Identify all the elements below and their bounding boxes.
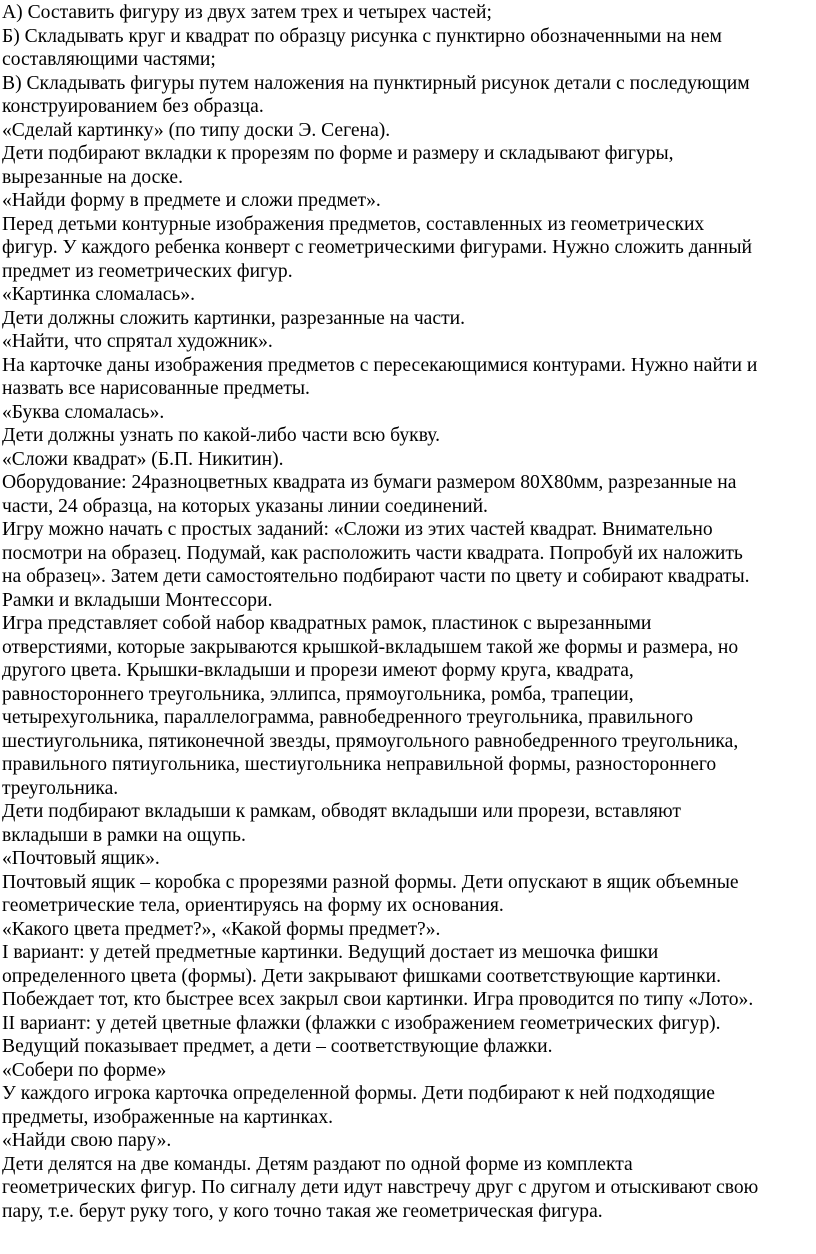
game-title: «Почтовый ящик». bbox=[2, 848, 160, 869]
text-line: На карточке даны изображения предметов с пересекающимися контурами. Нужно найти и bbox=[2, 354, 758, 376]
text-line: части, 24 образца, на которых указаны линии соединений. bbox=[2, 495, 488, 517]
text-line: II вариант: у детей цветные флажки (флажки с изображением геометрических фигур). bbox=[2, 1012, 721, 1034]
game-title: «Буква сломалась». bbox=[2, 401, 165, 423]
text-line: Дети должны сложить картинки, разрезанные на части. bbox=[2, 307, 466, 329]
text-line: В) Складывать фигуры путем наложения на пунктирный рисунок детали с последующим bbox=[2, 72, 750, 94]
text-line: Игру можно начать с простых заданий: «Сложи из этих частей квадрат. Внимательно bbox=[2, 519, 713, 540]
text-line: Дети делятся на две команды. Детям раздают по одной форме из комплекта bbox=[2, 1153, 633, 1175]
game-title: «Найди свою пару». bbox=[2, 1130, 172, 1151]
text-line: Игра представляет собой набор квадратных рамок, пластинок с вырезанными bbox=[2, 613, 652, 634]
text-line: четырехугольника, параллелограмма, равнобедренного треугольника, правильного bbox=[2, 707, 694, 728]
text-line: вырезанные на доске. bbox=[2, 166, 183, 188]
game-title: «Найти, что спрятал художник». bbox=[2, 331, 273, 352]
text-line: отверстиями, которые закрываются крышкой-вкладышем такой же формы и размера, но bbox=[2, 636, 739, 658]
game-title: «Сделай картинку» (по типу доски Э. Сегена). bbox=[2, 119, 391, 141]
text-line: предмет из геометрических фигур. bbox=[2, 260, 293, 282]
game-title: «Найди форму в предмете и сложи предмет». bbox=[2, 190, 381, 211]
text-line: посмотри на образец. Подумай, как расположить части квадрата. Попробуй их наложить bbox=[2, 542, 743, 564]
text-line: Ведущий показывает предмет, а дети – соответствующие флажки. bbox=[2, 1036, 553, 1057]
text-line: геометрические тела, ориентируясь на форму их основания. bbox=[2, 895, 504, 916]
text-line: предметы, изображенные на картинках. bbox=[2, 1106, 334, 1128]
text-line: Побеждает тот, кто быстрее всех закрыл свои картинки. Игра проводится по типу «Лото». bbox=[2, 989, 754, 1010]
text-line: шестиугольника, пятиконечной звезды, прямоугольного равнобедренного треугольника, bbox=[2, 730, 739, 752]
text-line: У каждого игрока карточка определенной формы. Дети подбирают к ней подходящие bbox=[2, 1083, 715, 1104]
game-title: Рамки и вкладыши Монтессори. bbox=[2, 589, 273, 611]
text-line: правильного пятиугольника, шестиугольника неправильной формы, разностороннего bbox=[2, 754, 717, 775]
text-line: геометрических фигур. По сигналу дети идут навстречу друг с другом и отыскивают свою bbox=[2, 1177, 759, 1198]
text-line: I вариант: у детей предметные картинки. Ведущий достает из мешочка фишки bbox=[2, 942, 659, 963]
text-line: определенного цвета (формы). Дети закрывают фишками соответствующие картинки. bbox=[2, 965, 722, 987]
text-line: другого цвета. Крышки-вкладыши и прорези имеют форму круга, квадрата, bbox=[2, 660, 634, 681]
text-line: Дети подбирают вкладки к прорезям по форме и размеру и складывают фигуры, bbox=[2, 143, 674, 164]
text-line: назвать все нарисованные предметы. bbox=[2, 378, 310, 399]
text-line: А) Составить фигуру из двух затем трех и четырех частей; bbox=[2, 2, 492, 23]
text-line: фигур. У каждого ребенка конверт с геометрическими фигурами. Нужно сложить данный bbox=[2, 237, 752, 258]
text-line: пару, т.е. берут руку того, у кого точно такая же геометрическая фигура. bbox=[2, 1200, 603, 1222]
text-line: Оборудование: 24разноцветных квадрата из бумаги размером 80Х80мм, разрезанные на bbox=[2, 472, 737, 493]
text-line: на образец». Затем дети самостоятельно подбирают части по цвету и собирают квадраты. bbox=[2, 566, 750, 587]
game-title: «Собери по форме» bbox=[2, 1059, 167, 1081]
text-line: вкладыши в рамки на ощупь. bbox=[2, 824, 246, 846]
game-title: «Сложи квадрат» (Б.П. Никитин). bbox=[2, 448, 284, 470]
text-line: Дети подбирают вкладыши к рамкам, обводят вкладыши или прорези, вставляют bbox=[2, 801, 681, 822]
text-line: составляющими частями; bbox=[2, 49, 216, 70]
text-line: равностороннего треугольника, эллипса, прямоугольника, ромба, трапеции, bbox=[2, 683, 634, 705]
text-line: Перед детьми контурные изображения предметов, составленных из геометрических bbox=[2, 213, 705, 235]
text-line: Б) Складывать круг и квадрат по образцу рисунка с пунктирно обозначенными на нем bbox=[2, 25, 722, 47]
text-line: конструированием без образца. bbox=[2, 96, 264, 117]
text-line: Дети должны узнать по какой-либо части всю букву. bbox=[2, 425, 441, 446]
game-title: «Картинка сломалась». bbox=[2, 284, 196, 305]
game-title: «Какого цвета предмет?», «Какой формы предмет?». bbox=[2, 918, 441, 940]
text-line: треугольника. bbox=[2, 777, 119, 799]
text-line: Почтовый ящик – коробка с прорезями разной формы. Дети опускают в ящик объемные bbox=[2, 871, 739, 893]
